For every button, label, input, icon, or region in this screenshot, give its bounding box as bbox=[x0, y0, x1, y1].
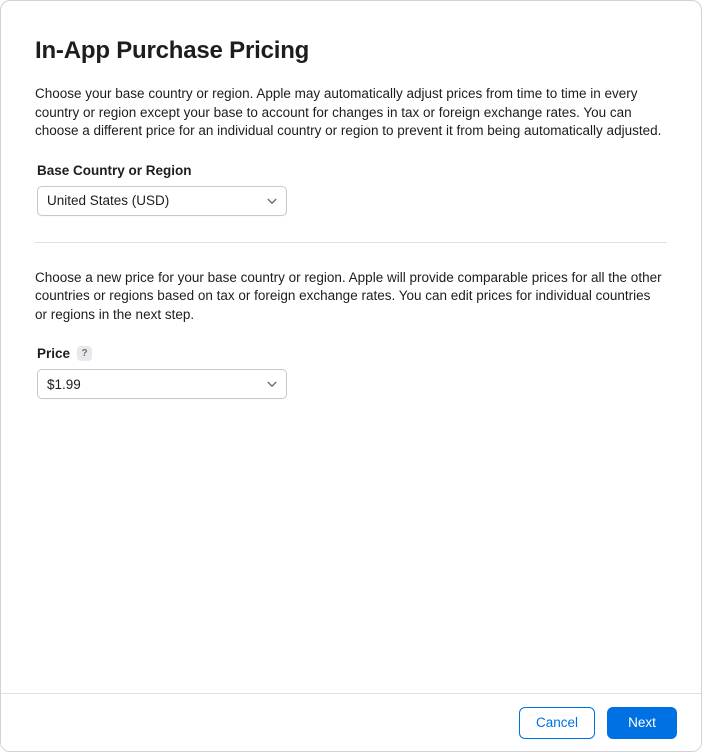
price-select-wrap bbox=[37, 369, 287, 399]
base-country-value: United States (USD) bbox=[47, 193, 170, 208]
help-icon[interactable]: ? bbox=[77, 346, 92, 361]
spacer bbox=[35, 243, 667, 269]
price-value: $1.99 bbox=[47, 376, 81, 392]
base-country-select-wrap bbox=[37, 186, 287, 216]
page-title: In-App Purchase Pricing bbox=[35, 37, 310, 64]
base-country-select[interactable] bbox=[37, 186, 287, 216]
price-field bbox=[35, 346, 667, 399]
next-button[interactable]: Next bbox=[607, 707, 677, 739]
dialog-content bbox=[1, 1, 701, 693]
base-country-label-text: Base Country or Region bbox=[37, 162, 192, 178]
price-paragraph: Choose a new price for your base country or region. Apple will provide comparable prices for all the other countries or regions based on tax or foreign exchange rates. You can edit prices for individual countries or regions in the next step. bbox=[35, 269, 662, 322]
dialog-footer bbox=[1, 693, 701, 751]
base-country-field bbox=[35, 163, 667, 216]
price-label-text: Price bbox=[37, 346, 71, 361]
base-country-label bbox=[37, 163, 667, 178]
intro-paragraph: Choose your base country or region. Apple may automatically adjust prices from time to time in every country or region except your base to account for changes in tax or foreign exchange rates. You can choose a different price for an individual country or region to prevent it from being automatically adjusted. bbox=[35, 86, 662, 138]
price-select[interactable] bbox=[37, 369, 287, 399]
cancel-button[interactable]: Cancel bbox=[519, 707, 595, 739]
price-label bbox=[37, 346, 667, 361]
